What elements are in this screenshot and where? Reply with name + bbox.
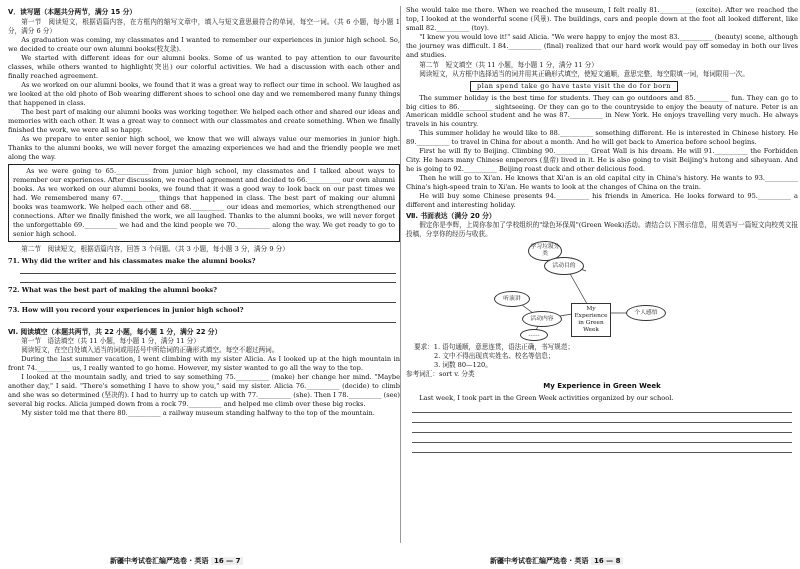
essay-start: Last week, I took part in the Green Week activities organized by our school. (419, 394, 674, 403)
requirements-label: 要求： (414, 343, 434, 352)
left-footer (110, 557, 243, 567)
mind-map-node: 学习垃圾分类 (528, 241, 562, 261)
passage-paragraph: She would take me there. When we reached the museum, I felt really 81.__________ (excite). After we reached the top, I looked at the wonderful scene (风景). The buildings, cars and people down at the foot all looked different, like small 82.__________ (toy). (406, 6, 798, 32)
passage-paragraph: "I knew you would love it!" said Alicia. "We were happy to enjoy the most 83.__________ (beauty) scene, although the journey was difficult. I 84.__________ (final) realized that our hard work would pay off someday in both our lives and studies. (406, 32, 798, 59)
passage-paragraph: My sister told me that there 80.__________ a railway museum standing halfway to the top of the mountain. (21, 408, 375, 417)
mind-map-node: 活动内容 (522, 311, 562, 327)
mind-map-center: My Experience in Green Week (571, 303, 611, 337)
summary-box (8, 164, 400, 242)
passage-paragraph: During the last summer vacation, I went climbing with my sister Alicia. As I looked up at the high mountain in front 74.__________ us, I really wanted to go home. However, my sister wanted to go all the way to the top. (8, 355, 400, 373)
passage-paragraph: As we worked on our alumni books, we found that it was a great way to reflect our time in school. We laughed as we looked at the old photo of Bob wearing different shoes to school one day and we remembered many funny things that happened in class. (8, 80, 400, 107)
passage-paragraph: The summer holiday is the best time for students. They can go outdoors and 85.__________ fun. They can go to big cities to 86.__________ sightseeing. Or they can go to the countryside to enjoy the beauty of nature. Peter is an American middle school student and he was 87.__________ in New York. He enjoys travelling very much. He always travels in his country. (406, 93, 798, 129)
left-page (8, 6, 400, 565)
answer-line[interactable] (20, 315, 396, 323)
section-7-instructions: 假定你是李辉，上周你参加了学校组织的"绿色环保周"(Green Week)活动。请结合以下图示信息，用英语写一篇短文向校英文报投稿，分享你的经历与收获。 (406, 221, 798, 239)
section-5-title: V．读写题（本题共分两节，满分 15 分） (8, 8, 137, 16)
question-72: 72. What was the best part of making the alumni books? (8, 286, 218, 295)
passage-paragraph: As graduation was coming, my classmates and I wanted to remember our experiences in junior high school. So, we decided to create our own alumni books(校友录). (8, 36, 400, 54)
part2-heading: 第二节 阅读短文，根据语篇内容，回答 3 个问题。（共 3 小题，每小题 3 分，满分 9 分） (21, 245, 289, 254)
reference-vocab: 参考词汇：sort v. 分类 (406, 369, 475, 378)
passage-paragraph: I looked at the mountain sadly, and tried to say something 75.__________ (make) her change her mind. "Maybe another day," I said. "There's something I have to show you," said my sister. Alicia 76.__________ (decide) to climb and she was so determined (坚决的). I had to hurry up to catch up with 77.__________ (she). Then I 78.__________ (see) several big rocks. Alicia jumped down from a rock 79.__________ and helped me climb over these big rocks. (8, 372, 400, 408)
writing-line[interactable] (412, 433, 792, 443)
right-page (406, 6, 798, 565)
writing-line[interactable] (412, 413, 792, 423)
part2-instructions: 阅读短文，从方框中选择适当的词并用其正确形式填空，使短文通顺，意思完整，每空限填一词，每词限用一次。 (419, 69, 749, 78)
summary-text: As we were going to 65.__________ from junior high school, my classmates and I talked about ways to remember our experiences. After discussion, we reached agreement and decided to 66.__________ our own alumni books. As we worked on our alumni books, we found that it was a good way to look back on our past times we had. We remembered many 67.__________ things that happened in class. The best part of making our alumni books was teamwork. We helped each other and 68.__________ our ideas and memories, which strengthened our connections. After we finally finished the work, we all laughed. Thanks to the alumni books, we will never forget the unforgettable 69.__________ we had and the kind people we 70.__________ along the way. We get ready to go to senior high school. (13, 167, 395, 239)
writing-line[interactable] (412, 403, 792, 413)
word-bank: plan spend take go have taste visit the do for born (470, 81, 678, 92)
essay-title: My Experience in Green Week (543, 381, 661, 390)
answer-line[interactable] (20, 275, 396, 283)
section-7-title: Ⅶ. 书面表达（满分 20 分） (406, 211, 496, 220)
mind-map-node: 听演讲 (494, 291, 530, 307)
requirements (406, 343, 798, 370)
passage-paragraph: He will buy some Chinese presents 94.__________ his friends in America. He looks forward to 95.__________ a different and interesting holiday. (406, 192, 798, 210)
passage-paragraph: Then he will go to Xi'an. He knows that Xi'an is an old capital city in China's history. He wants to 93.__________ China's high-speed train to Xi'an. He wants to look at the changes of China on the train. (406, 174, 798, 192)
mind-map-node: 个人感悟 (626, 305, 666, 321)
section-6-instructions: 阅读短文，在空白处填入适当的词或用括号中所给词的正确形式填空。每空不超过两词。 (21, 346, 279, 355)
page-divider (400, 6, 401, 543)
passage-paragraph: We started with different ideas for our alumni books. Some of us wanted to pay attention to our favourite classes, while others wanted to highlight(突出) our colorful activities. We had a discussion with each other and finally reached agreement. (8, 54, 400, 80)
passage-paragraph: This summer holiday he would like to 88.__________ something different. He is interested in Chinese history. He 89.__________ to travel in China for about a month. And he will get back to America before school begins. (406, 129, 798, 147)
page-number: 16 — 8 (591, 557, 624, 565)
question-73: 73. How will you record your experiences in junior high school? (8, 305, 244, 314)
right-footer (490, 557, 623, 567)
passage-paragraph: As we prepare to enter senior high school, we know that we will always value our memories in junior high. Thanks to the alumni books, we will never forget the amazing experiences we had and the friendly people we met along the way. (8, 134, 400, 161)
requirement-item: 2. 文中不得出现真实姓名、校名等信息； (434, 352, 555, 361)
part1-heading: 第一节 阅读短文，根据语篇内容，在方框内的缩写文章中，填入与短文意思最符合的单词，每空一词。（共 6 小题，每小题 1 分，满分 6 分） (8, 18, 400, 36)
page-number: 16 — 7 (211, 557, 244, 565)
passage-paragraph: First he will fly to Beijing. Climbing 90.__________ Great Wall is his dream. He will 91.__________ the Forbidden City. He hears many Chinese emperors (皇帝) lived in it. He is also going to visit Beijing's hutong and siheyuan. And he is going to 92.__________ Beijing roast duck and other delicious food. (406, 147, 798, 174)
footer-title: 新疆中考试卷汇编严选卷 · 英语 (110, 557, 209, 566)
requirement-item: 1. 语句通顺，意思连贯，语法正确，书写规范； (433, 343, 575, 352)
answer-line[interactable] (20, 266, 396, 274)
part2-heading: 第二节 短文填空（共 11 小题，每小题 1 分，满分 11 分） (419, 60, 598, 69)
section-6-title: Ⅵ. 阅读填空（本题共两节，共 22 小题，每小题 1 分，满分 22 分） (8, 327, 222, 336)
mind-map-node: …… (520, 329, 548, 341)
question-71: 71. Why did the writer and his classmates make the alumni books? (8, 257, 256, 266)
answer-line[interactable] (20, 295, 396, 303)
section-6-part1: 第一节 语法填空（共 11 小题，每小题 1 分，满分 11 分） (21, 337, 200, 346)
requirement-item: 3. 词数 80—120。 (434, 361, 492, 370)
passage-paragraph: The best part of making our alumni books was working together. We helped each other and shared our ideas and memories with each other. It was a great way to connect with our classmates and create something. When we finally finished the work, we were all so happy. (8, 107, 400, 134)
writing-line[interactable] (412, 423, 792, 433)
writing-line[interactable] (412, 443, 792, 453)
mind-map (406, 241, 798, 341)
footer-title: 新疆中考试卷汇编严选卷 · 英语 (490, 557, 589, 566)
mind-map-node: 活动目的 (544, 257, 584, 275)
